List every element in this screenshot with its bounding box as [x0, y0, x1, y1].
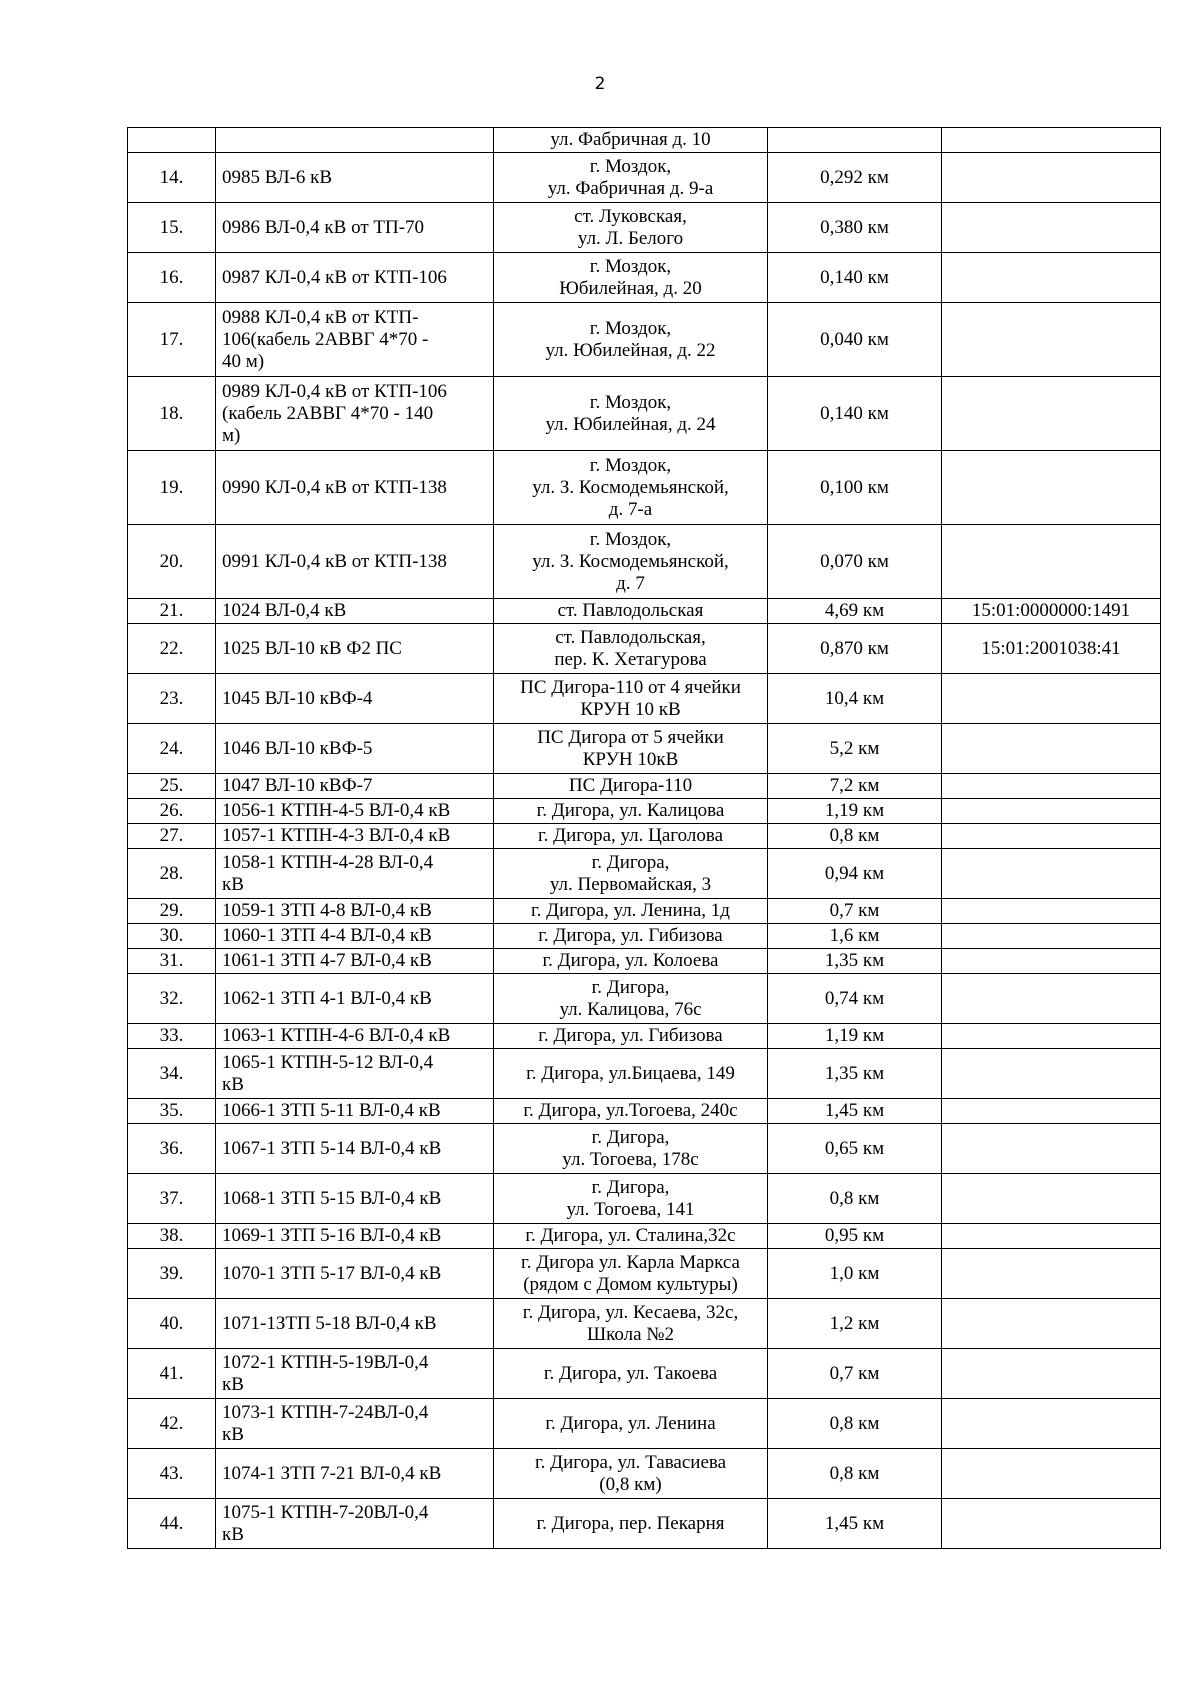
object-length: 0,74 км — [768, 974, 942, 1024]
object-name: 1047 ВЛ-10 кВФ-7 — [216, 774, 494, 799]
row-number: 16. — [128, 253, 216, 303]
table-row — [128, 849, 1161, 899]
row-number: 25. — [128, 774, 216, 799]
object-length: 7,2 км — [768, 774, 942, 799]
object-address: г. Дигора, ул. Колоева — [494, 949, 768, 974]
object-length: 5,2 км — [768, 724, 942, 774]
row-number: 28. — [128, 849, 216, 899]
object-length: 0,380 км — [768, 203, 942, 253]
table-row — [128, 1349, 1161, 1399]
object-address: г. Моздок, Юбилейная, д. 20 — [494, 253, 768, 303]
object-length: 1,0 км — [768, 1249, 942, 1299]
cadastral-number — [942, 203, 1161, 253]
cadastral-number — [942, 849, 1161, 899]
cadastral-number — [942, 1174, 1161, 1224]
row-number: 19. — [128, 451, 216, 525]
page-number: 2 — [594, 74, 606, 94]
object-name: 1045 ВЛ-10 кВФ-4 — [216, 674, 494, 724]
row-number: 42. — [128, 1399, 216, 1449]
row-number: 22. — [128, 624, 216, 674]
object-name: 1071-1ЗТП 5-18 ВЛ-0,4 кВ — [216, 1299, 494, 1349]
table-row — [128, 599, 1161, 624]
table-row — [128, 451, 1161, 525]
cadastral-number — [942, 1299, 1161, 1349]
row-number: 38. — [128, 1224, 216, 1249]
object-address: г. Дигора, ул. Цаголова — [494, 824, 768, 849]
table-row — [128, 203, 1161, 253]
object-length: 1,45 км — [768, 1099, 942, 1124]
table-row — [128, 924, 1161, 949]
table-row — [128, 724, 1161, 774]
row-number: 17. — [128, 303, 216, 377]
object-address: г. Дигора, ул. Ленина, 1д — [494, 899, 768, 924]
object-name: 1057-1 КТПН-4-3 ВЛ-0,4 кВ — [216, 824, 494, 849]
cadastral-number — [942, 1024, 1161, 1049]
cadastral-number — [942, 1449, 1161, 1499]
object-length: 1,19 км — [768, 1024, 942, 1049]
object-name: 1067-1 ЗТП 5-14 ВЛ-0,4 кВ — [216, 1124, 494, 1174]
table-row — [128, 303, 1161, 377]
cadastral-number — [942, 1249, 1161, 1299]
object-address: г. Дигора, ул.Бицаева, 149 — [494, 1049, 768, 1099]
object-name: 1046 ВЛ-10 кВФ-5 — [216, 724, 494, 774]
table-row — [128, 824, 1161, 849]
table-row — [128, 1449, 1161, 1499]
row-number: 33. — [128, 1024, 216, 1049]
cadastral-number — [942, 303, 1161, 377]
object-length: 0,070 км — [768, 525, 942, 599]
object-address: г. Дигора, ул. Первомайская, 3 — [494, 849, 768, 899]
cadastral-number — [942, 724, 1161, 774]
table-row — [128, 153, 1161, 203]
object-length: 0,7 км — [768, 899, 942, 924]
object-name: 1074-1 ЗТП 7-21 ВЛ-0,4 кВ — [216, 1449, 494, 1499]
table-row — [128, 1299, 1161, 1349]
object-address: г. Дигора, ул. Калицова — [494, 799, 768, 824]
cadastral-number — [942, 1124, 1161, 1174]
object-name: 1059-1 ЗТП 4-8 ВЛ-0,4 кВ — [216, 899, 494, 924]
object-name: 1069-1 ЗТП 5-16 ВЛ-0,4 кВ — [216, 1224, 494, 1249]
object-length: 0,95 км — [768, 1224, 942, 1249]
table-row — [128, 1174, 1161, 1224]
object-length: 0,140 км — [768, 253, 942, 303]
object-length: 0,65 км — [768, 1124, 942, 1174]
table-row — [128, 1499, 1161, 1549]
object-address: г. Дигора, ул. Тогоева, 141 — [494, 1174, 768, 1224]
row-number: 15. — [128, 203, 216, 253]
row-number: 30. — [128, 924, 216, 949]
object-length: 0,8 км — [768, 1449, 942, 1499]
cadastral-number — [942, 1399, 1161, 1449]
object-name: 1066-1 ЗТП 5-11 ВЛ-0,4 кВ — [216, 1099, 494, 1124]
cadastral-number — [942, 949, 1161, 974]
cadastral-number — [942, 1049, 1161, 1099]
object-name: 1068-1 ЗТП 5-15 ВЛ-0,4 кВ — [216, 1174, 494, 1224]
row-number — [128, 128, 216, 153]
object-name: 0987 КЛ-0,4 кВ от КТП-106 — [216, 253, 494, 303]
object-name — [216, 128, 494, 153]
registry-table-body — [128, 128, 1161, 1549]
object-name: 0988 КЛ-0,4 кВ от КТП- 106(кабель 2АВВГ 4*70 - 40 м) — [216, 303, 494, 377]
table-row — [128, 525, 1161, 599]
object-length: 0,140 км — [768, 377, 942, 451]
cadastral-number — [942, 153, 1161, 203]
row-number: 37. — [128, 1174, 216, 1224]
object-length: 1,35 км — [768, 949, 942, 974]
object-address: г. Дигора, ул.Тогоева, 240с — [494, 1099, 768, 1124]
object-length: 4,69 км — [768, 599, 942, 624]
cadastral-number — [942, 1224, 1161, 1249]
object-address: г. Дигора, ул. Кесаева, 32с, Школа №2 — [494, 1299, 768, 1349]
object-address: г. Моздок, ул. З. Космодемьянской, д. 7-а — [494, 451, 768, 525]
object-address: г. Дигора, ул. Сталина,32с — [494, 1224, 768, 1249]
row-number: 41. — [128, 1349, 216, 1399]
cadastral-number — [942, 451, 1161, 525]
object-address: г. Дигора ул. Карла Маркса (рядом с Домом культуры) — [494, 1249, 768, 1299]
object-name: 1072-1 КТПН-5-19ВЛ-0,4 кВ — [216, 1349, 494, 1399]
object-length: 0,040 км — [768, 303, 942, 377]
object-length: 0,8 км — [768, 824, 942, 849]
object-address: г. Дигора, ул. Тогоева, 178с — [494, 1124, 768, 1174]
object-address: г. Дигора, ул. Гибизова — [494, 924, 768, 949]
table-row — [128, 1099, 1161, 1124]
object-address: ст. Павлодольская — [494, 599, 768, 624]
table-row — [128, 1024, 1161, 1049]
table-row — [128, 253, 1161, 303]
object-length: 10,4 км — [768, 674, 942, 724]
cadastral-number — [942, 974, 1161, 1024]
object-name: 0990 КЛ-0,4 кВ от КТП-138 — [216, 451, 494, 525]
cadastral-number — [942, 128, 1161, 153]
object-address: ст. Луковская, ул. Л. Белого — [494, 203, 768, 253]
object-length: 0,870 км — [768, 624, 942, 674]
row-number: 21. — [128, 599, 216, 624]
object-name: 0985 ВЛ-6 кВ — [216, 153, 494, 203]
object-name: 0991 КЛ-0,4 кВ от КТП-138 — [216, 525, 494, 599]
object-address: ст. Павлодольская, пер. К. Хетагурова — [494, 624, 768, 674]
row-number: 35. — [128, 1099, 216, 1124]
object-name: 1024 ВЛ-0,4 кВ — [216, 599, 494, 624]
object-name: 1056-1 КТПН-4-5 ВЛ-0,4 кВ — [216, 799, 494, 824]
object-address: г. Моздок, ул. Юбилейная, д. 22 — [494, 303, 768, 377]
table-row — [128, 899, 1161, 924]
object-name: 1063-1 КТПН-4-6 ВЛ-0,4 кВ — [216, 1024, 494, 1049]
object-address: ПС Дигора от 5 ячейки КРУН 10кВ — [494, 724, 768, 774]
row-number: 29. — [128, 899, 216, 924]
object-length: 1,2 км — [768, 1299, 942, 1349]
object-address: г. Дигора, ул. Ленина — [494, 1399, 768, 1449]
object-name: 1075-1 КТПН-7-20ВЛ-0,4 кВ — [216, 1499, 494, 1549]
cadastral-number: 15:01:2001038:41 — [942, 624, 1161, 674]
object-name: 1062-1 ЗТП 4-1 ВЛ-0,4 кВ — [216, 974, 494, 1024]
table-row — [128, 624, 1161, 674]
object-name: 0989 КЛ-0,4 кВ от КТП-106 (кабель 2АВВГ 4*70 - 140 м) — [216, 377, 494, 451]
cadastral-number — [942, 1099, 1161, 1124]
object-length: 1,35 км — [768, 1049, 942, 1099]
object-address: г. Дигора, ул. Гибизова — [494, 1024, 768, 1049]
row-number: 31. — [128, 949, 216, 974]
cadastral-number — [942, 377, 1161, 451]
row-number: 39. — [128, 1249, 216, 1299]
table-row — [128, 1124, 1161, 1174]
object-length: 1,6 км — [768, 924, 942, 949]
table-row — [128, 674, 1161, 724]
table-row — [128, 774, 1161, 799]
object-length: 0,8 км — [768, 1174, 942, 1224]
object-address: г. Дигора, ул. Тавасиева (0,8 км) — [494, 1449, 768, 1499]
row-number: 23. — [128, 674, 216, 724]
object-length — [768, 128, 942, 153]
object-name: 1060-1 ЗТП 4-4 ВЛ-0,4 кВ — [216, 924, 494, 949]
cadastral-number — [942, 525, 1161, 599]
table-row — [128, 1399, 1161, 1449]
row-number: 14. — [128, 153, 216, 203]
table-row — [128, 1224, 1161, 1249]
object-length: 0,7 км — [768, 1349, 942, 1399]
table-row — [128, 974, 1161, 1024]
object-address: г. Моздок, ул. З. Космодемьянской, д. 7 — [494, 525, 768, 599]
object-name: 1065-1 КТПН-5-12 ВЛ-0,4 кВ — [216, 1049, 494, 1099]
object-length: 0,94 км — [768, 849, 942, 899]
row-number: 24. — [128, 724, 216, 774]
row-number: 34. — [128, 1049, 216, 1099]
registry-table — [127, 127, 1161, 1549]
object-address: г. Моздок, ул. Фабричная д. 9-а — [494, 153, 768, 203]
object-address: г. Дигора, пер. Пекарня — [494, 1499, 768, 1549]
row-number: 40. — [128, 1299, 216, 1349]
row-number: 20. — [128, 525, 216, 599]
object-name: 1058-1 КТПН-4-28 ВЛ-0,4 кВ — [216, 849, 494, 899]
cadastral-number — [942, 824, 1161, 849]
cadastral-number — [942, 924, 1161, 949]
object-address: г. Дигора, ул. Такоева — [494, 1349, 768, 1399]
row-number: 32. — [128, 974, 216, 1024]
cadastral-number — [942, 1349, 1161, 1399]
object-name: 1070-1 ЗТП 5-17 ВЛ-0,4 кВ — [216, 1249, 494, 1299]
cadastral-number — [942, 774, 1161, 799]
cadastral-number — [942, 674, 1161, 724]
table-row — [128, 377, 1161, 451]
cadastral-number: 15:01:0000000:1491 — [942, 599, 1161, 624]
object-length: 1,19 км — [768, 799, 942, 824]
table-row — [128, 1249, 1161, 1299]
row-number: 26. — [128, 799, 216, 824]
object-length: 0,100 км — [768, 451, 942, 525]
cadastral-number — [942, 1499, 1161, 1549]
object-address: г. Дигора, ул. Калицова, 76с — [494, 974, 768, 1024]
object-name: 0986 ВЛ-0,4 кВ от ТП-70 — [216, 203, 494, 253]
cadastral-number — [942, 253, 1161, 303]
object-name: 1025 ВЛ-10 кВ Ф2 ПС — [216, 624, 494, 674]
row-number: 36. — [128, 1124, 216, 1174]
object-length: 0,8 км — [768, 1399, 942, 1449]
table-row — [128, 949, 1161, 974]
object-name: 1073-1 КТПН-7-24ВЛ-0,4 кВ — [216, 1399, 494, 1449]
object-address: ПС Дигора-110 от 4 ячейки КРУН 10 кВ — [494, 674, 768, 724]
table-row — [128, 799, 1161, 824]
object-length: 1,45 км — [768, 1499, 942, 1549]
row-number: 43. — [128, 1449, 216, 1499]
object-length: 0,292 км — [768, 153, 942, 203]
object-address: ПС Дигора-110 — [494, 774, 768, 799]
cadastral-number — [942, 899, 1161, 924]
object-name: 1061-1 ЗТП 4-7 ВЛ-0,4 кВ — [216, 949, 494, 974]
object-address: г. Моздок, ул. Юбилейная, д. 24 — [494, 377, 768, 451]
row-number: 27. — [128, 824, 216, 849]
table-row — [128, 1049, 1161, 1099]
row-number: 18. — [128, 377, 216, 451]
table-row — [128, 128, 1161, 153]
row-number: 44. — [128, 1499, 216, 1549]
object-address: ул. Фабричная д. 10 — [494, 128, 768, 153]
cadastral-number — [942, 799, 1161, 824]
